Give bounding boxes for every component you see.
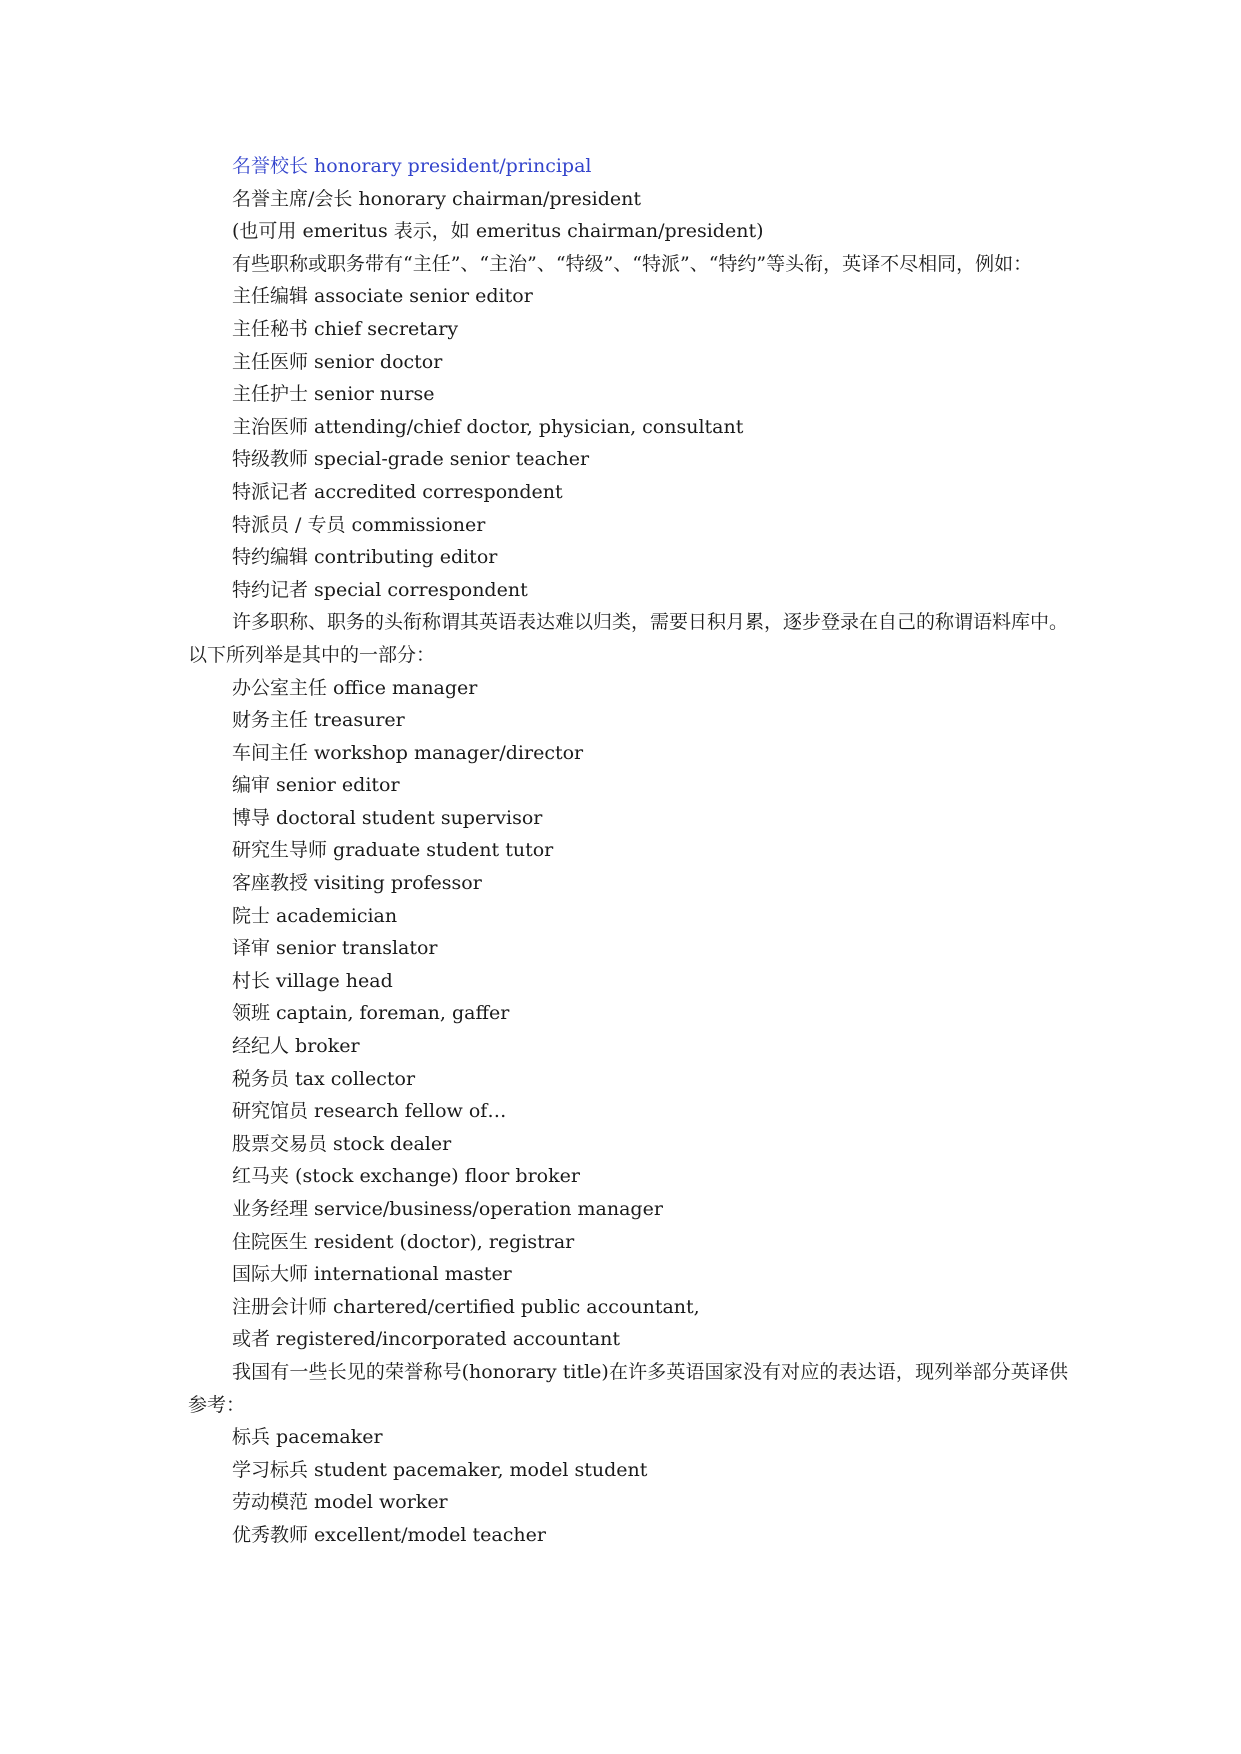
term-line: 村长 village head — [232, 969, 393, 992]
term-line: 特派记者 accredited correspondent — [232, 480, 563, 503]
term-line: 特级教师 special-grade senior teacher — [232, 448, 590, 471]
term-line: 车间主任 workshop manager/director — [232, 741, 584, 764]
term-line: 名誉主席/会长 honorary chairman/president — [232, 187, 642, 210]
term-line: 财务主任 treasurer — [232, 709, 405, 732]
term-line: 领班 captain, foreman, gaffer — [232, 1002, 510, 1025]
term-line: 国际大师 international master — [232, 1263, 512, 1286]
term-line: 学习标兵 student pacemaker, model student — [232, 1458, 648, 1481]
paragraph-misc-titles: 许多职称、职务的头衔称谓其英语表达难以归类，需要日积月累，逐步登录在自己的称谓语料库中。以下所列举是其中的一部分： — [188, 611, 1069, 666]
term-line: 特约编辑 contributing editor — [232, 546, 498, 569]
term-line: 研究生导师 graduate student tutor — [232, 839, 554, 862]
term-line: 住院医生 resident (doctor), registrar — [232, 1230, 575, 1253]
term-line: 研究馆员 research fellow of… — [232, 1100, 507, 1123]
term-line: 标兵 pacemaker — [232, 1426, 383, 1449]
term-line: 主治医师 attending/chief doctor, physician, consultant — [232, 415, 744, 438]
term-line: 特约记者 special correspondent — [232, 578, 528, 601]
term-line: 股票交易员 stock dealer — [232, 1132, 452, 1155]
term-line: 客座教授 visiting professor — [232, 872, 482, 895]
term-line: 主任编辑 associate senior editor — [232, 285, 533, 308]
term-line: 注册会计师 chartered/certified public accountant, — [232, 1295, 700, 1318]
term-line: 经纪人 broker — [232, 1035, 360, 1058]
term-line: 编审 senior editor — [232, 774, 400, 797]
term-line: 主任医师 senior doctor — [232, 350, 443, 373]
document-body — [188, 150, 1068, 1552]
term-line: 办公室主任 office manager — [232, 676, 478, 699]
term-line: (也可用 emeritus 表示，如 emeritus chairman/president) — [232, 220, 764, 243]
term-line: 特派员 / 专员 commissioner — [232, 513, 486, 536]
paragraph-honorary-titles: 我国有一些长见的荣誉称号(honorary title)在许多英语国家没有对应的表达语，现列举部分英译供参考： — [188, 1360, 1068, 1416]
term-line: 译审 senior translator — [232, 937, 438, 960]
term-line: 税务员 tax collector — [232, 1067, 416, 1090]
term-line: 院士 academician — [232, 904, 398, 927]
term-line: 业务经理 service/business/operation manager — [232, 1198, 663, 1220]
term-line-honorary-principal: 名誉校长 honorary president/principal — [232, 155, 592, 177]
paragraph-titles-intro: 有些职称或职务带有“主任”、“主治”、“特级”、“特派”、“特约”等头衔，英译不尽相同，例如： — [232, 252, 1033, 275]
term-line: 劳动模范 model worker — [232, 1491, 448, 1514]
term-line: 主任秘书 chief secretary — [232, 317, 459, 340]
term-line: 博导 doctoral student supervisor — [232, 806, 543, 829]
term-line: 主任护士 senior nurse — [232, 383, 435, 406]
term-line: 优秀教师 excellent/model teacher — [232, 1523, 546, 1546]
term-line: 红马夹 (stock exchange) floor broker — [232, 1165, 580, 1188]
term-line: 或者 registered/incorporated accountant — [232, 1328, 621, 1351]
